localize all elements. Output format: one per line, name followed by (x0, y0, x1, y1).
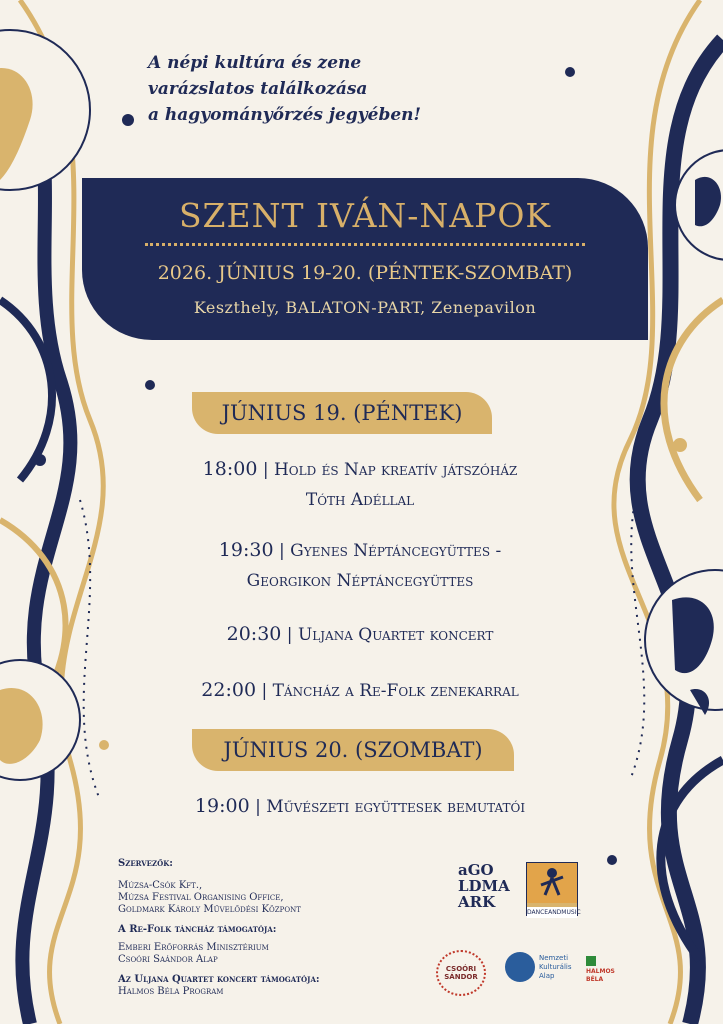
program-title: Hold és Nap kreatív játszóház (273, 460, 518, 480)
program-item: 22:00 | Táncház a Re-Folk zenekarral (201, 679, 519, 701)
halmos-emblem-icon (586, 956, 596, 966)
program-time: 20:30 (226, 623, 282, 645)
title-divider (145, 243, 585, 246)
program-title: Uljana Quartet koncert (297, 625, 494, 645)
supporter: Emberi Erőforrás Minisztérium (118, 942, 269, 953)
organizers-heading: Szervezők: (118, 858, 173, 869)
dance-and-music-logo (526, 862, 581, 916)
program-title: Gyenes Néptáncegyüttes - (290, 541, 502, 561)
event-title: SZENT IVÁN-NAPOK (178, 196, 552, 235)
credits (118, 858, 320, 998)
dancer-icon (527, 863, 577, 903)
nka-logo-text (539, 954, 572, 981)
program-title: Művészeti együttesek bemutatói (266, 797, 526, 817)
organizer: Goldmark Károly Művelődési Központ (118, 904, 301, 915)
program-item: 20:30 | Uljana Quartet koncert (226, 623, 494, 645)
halmos-bela-logo (586, 956, 622, 984)
globe-icon (645, 570, 723, 715)
logo-text: ARK (458, 893, 496, 911)
logo-text: Nemzeti (539, 954, 569, 962)
globe-icon (675, 150, 723, 260)
program-time: 19:00 (194, 795, 250, 817)
logo-text: LDMA (458, 877, 510, 895)
event-venue: Keszthely, BALATON-PART, Zenepavilon (193, 298, 537, 317)
program-item: 19:00 | Művészeti együttesek bemutatói (194, 795, 526, 817)
nka-emblem-icon (505, 952, 535, 982)
program-item: 19:30 | Gyenes Néptáncegyüttes - Georgikon Néptáncegyüttes (100, 535, 620, 596)
program-subtitle: Georgikon Néptáncegyüttes (246, 571, 474, 591)
day-heading: JÚNIUS 20. (SZOMBAT) (192, 729, 514, 771)
program-time: 22:00 (201, 679, 257, 701)
program-title: Táncház a Re-Folk zenekarral (272, 681, 519, 701)
refolk-supporter-heading: A Re-Folk táncház támogatója: (118, 924, 277, 935)
event-date: 2026. JÚNIUS 19-20. (PÉNTEK-SZOMBAT) (157, 262, 573, 284)
supporter: Csoóri Saándor Alap (118, 954, 218, 965)
program-subtitle: Tóth Adéllal (305, 490, 415, 510)
logo-text: HALMOS BÉLA (586, 968, 615, 983)
day-heading: JÚNIUS 19. (PÉNTEK) (192, 392, 492, 434)
logo-text: Kulturális (539, 963, 572, 971)
program-item: 18:00 | Hold és Nap kreatív játszóház Tóth Adéllal (100, 454, 620, 515)
logo-text: CSOÓRI SÁNDOR (444, 965, 478, 981)
tagline-line: a hagyományőrzés jegyében! (148, 105, 421, 125)
csoori-logo (436, 950, 486, 996)
globe-icon (0, 30, 90, 190)
program-time: 19:30 (218, 539, 274, 561)
logo-text: Alap (539, 972, 555, 980)
organizer: Múzsa-Csók Kft., (118, 880, 203, 891)
logo-text: aGO (458, 861, 494, 879)
uljana-supporter-heading: Az Uljana Quartet koncert támogatója: (118, 974, 320, 985)
logo-text: DANCEANDMUSIC (527, 909, 581, 916)
supporter: Halmos Béla Program (118, 986, 224, 997)
goldmark-logo (458, 861, 510, 911)
tagline (148, 50, 421, 128)
tagline-line: varázslatos találkozása (148, 79, 368, 99)
program-time: 18:00 (202, 458, 258, 480)
tagline-line: A népi kultúra és zene (148, 53, 362, 73)
organizer: Múzsa Festival Organising Office, (118, 892, 284, 903)
